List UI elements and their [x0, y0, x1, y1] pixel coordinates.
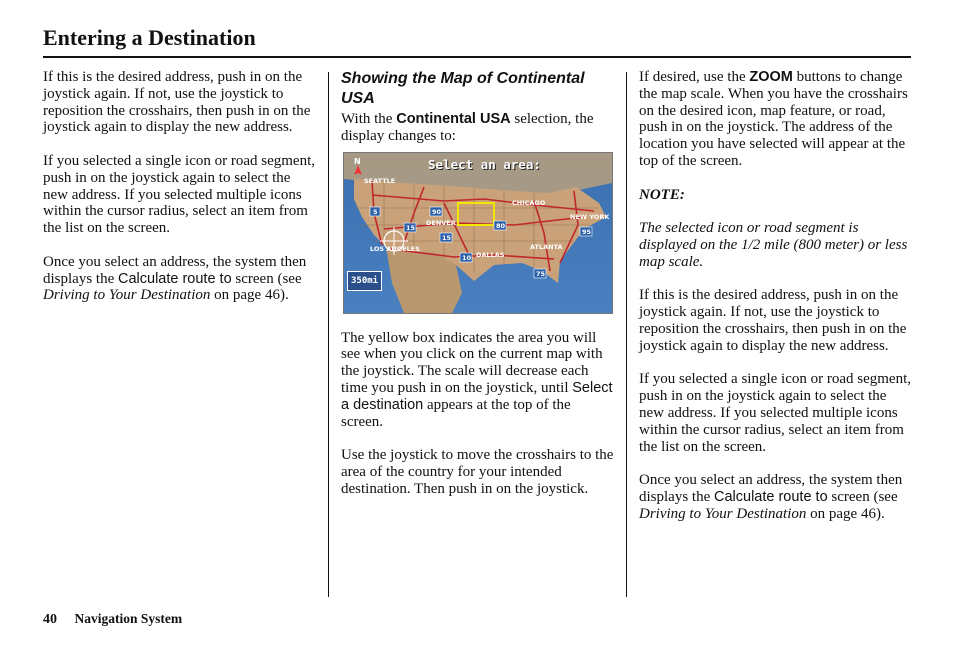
- usa-map-graphic: [344, 153, 612, 313]
- page-footer: [43, 611, 182, 628]
- note-heading: NOTE:: [639, 186, 685, 203]
- highway-shield: 10: [462, 253, 472, 262]
- highway-shield: 75: [536, 269, 546, 278]
- paragraph: If this is the desired address, push in on the joystick again. If not, use the joystick to reposition the crosshairs, then push in on the joystick again to display the new address.: [43, 69, 311, 136]
- city-label: CHICAGO: [512, 198, 546, 207]
- paragraph: The yellow box indicates the area you will see when you click on the current map with the joystick. The scale will decrease each time you push in on the joystick, until Select a destination appears at the top of the screen.: [341, 329, 613, 430]
- page-number: 40: [43, 612, 57, 627]
- paragraph: Once you select an address, the system then displays the Calculate route to screen (see Driving to Your Destination on page 46).: [639, 472, 903, 522]
- city-label: DENVER: [426, 218, 456, 227]
- cross-reference: Driving to Your Destination: [43, 287, 211, 304]
- screen-name: Calculate route to: [714, 488, 828, 505]
- map-scale-indicator: 350mi: [347, 271, 382, 292]
- column-3: [639, 69, 914, 539]
- note-text: The selected icon or road segment is displayed on the 1/2 mile (800 meter) or less map scale.: [639, 220, 908, 270]
- column-divider-1: [328, 72, 329, 597]
- highway-shield: 5: [373, 207, 378, 216]
- column-1: [43, 69, 318, 321]
- highway-shield: 80: [496, 221, 506, 230]
- paragraph: If this is the desired address, push in on the joystick again. If not, use the joystick to reposition the crosshairs, then push in on the joystick again to display the new address.: [639, 287, 907, 354]
- city-label: LOS ANGELES: [370, 244, 420, 253]
- screen-name: Select a destination: [341, 379, 613, 413]
- cross-reference: Driving to Your Destination: [639, 505, 807, 522]
- paragraph: Use the joystick to move the crosshairs to the area of the country for your intended destination. Then push in on the joystick.: [341, 447, 614, 497]
- highway-shield: 90: [432, 207, 442, 216]
- menu-option: Continental USA: [396, 111, 511, 127]
- screen-name: Calculate route to: [118, 270, 232, 287]
- city-label: NEW YORK: [570, 212, 610, 221]
- city-label: DALLAS: [476, 250, 505, 259]
- highway-shield: 95: [582, 227, 592, 236]
- compass-label: N: [354, 156, 361, 166]
- city-label: SEATTLE: [364, 176, 396, 185]
- page-title: Entering a Destination: [43, 25, 256, 50]
- footer-section-name: Navigation System: [74, 611, 183, 626]
- paragraph: If desired, use the ZOOM buttons to change the map scale. When you have the crosshairs on the desired icon, map feature, or road, push in on the joystick. The address of the location you have selected will appear at the top of the screen.: [639, 69, 908, 169]
- paragraph: With the Continental USA selection, the display changes to:: [341, 111, 594, 144]
- column-2: [341, 69, 616, 514]
- column-divider-2: [626, 72, 627, 597]
- map-screen-title: Select an area:: [428, 156, 541, 172]
- highway-shield: 15: [406, 223, 416, 232]
- highway-shield: 15: [442, 233, 452, 242]
- button-name: ZOOM: [749, 69, 793, 85]
- paragraph: If you selected a single icon or road segment, push in on the joystick again to select the new address. If you selected multiple icons within the cursor radius, select an item from the list on the screen.: [43, 152, 315, 237]
- section-subheading: Showing the Map of Continental USA: [341, 70, 585, 107]
- paragraph: Once you select an address, the system then displays the Calculate route to screen (see Driving to Your Destination on page 46).: [43, 253, 307, 304]
- continental-usa-map-screenshot: [343, 152, 613, 314]
- title-rule: [43, 56, 911, 58]
- paragraph: If you selected a single icon or road segment, push in on the joystick again to select the new address. If you selected multiple icons within the cursor radius, select an item from the list on the screen.: [639, 371, 911, 455]
- city-label: ATLANTA: [530, 242, 563, 251]
